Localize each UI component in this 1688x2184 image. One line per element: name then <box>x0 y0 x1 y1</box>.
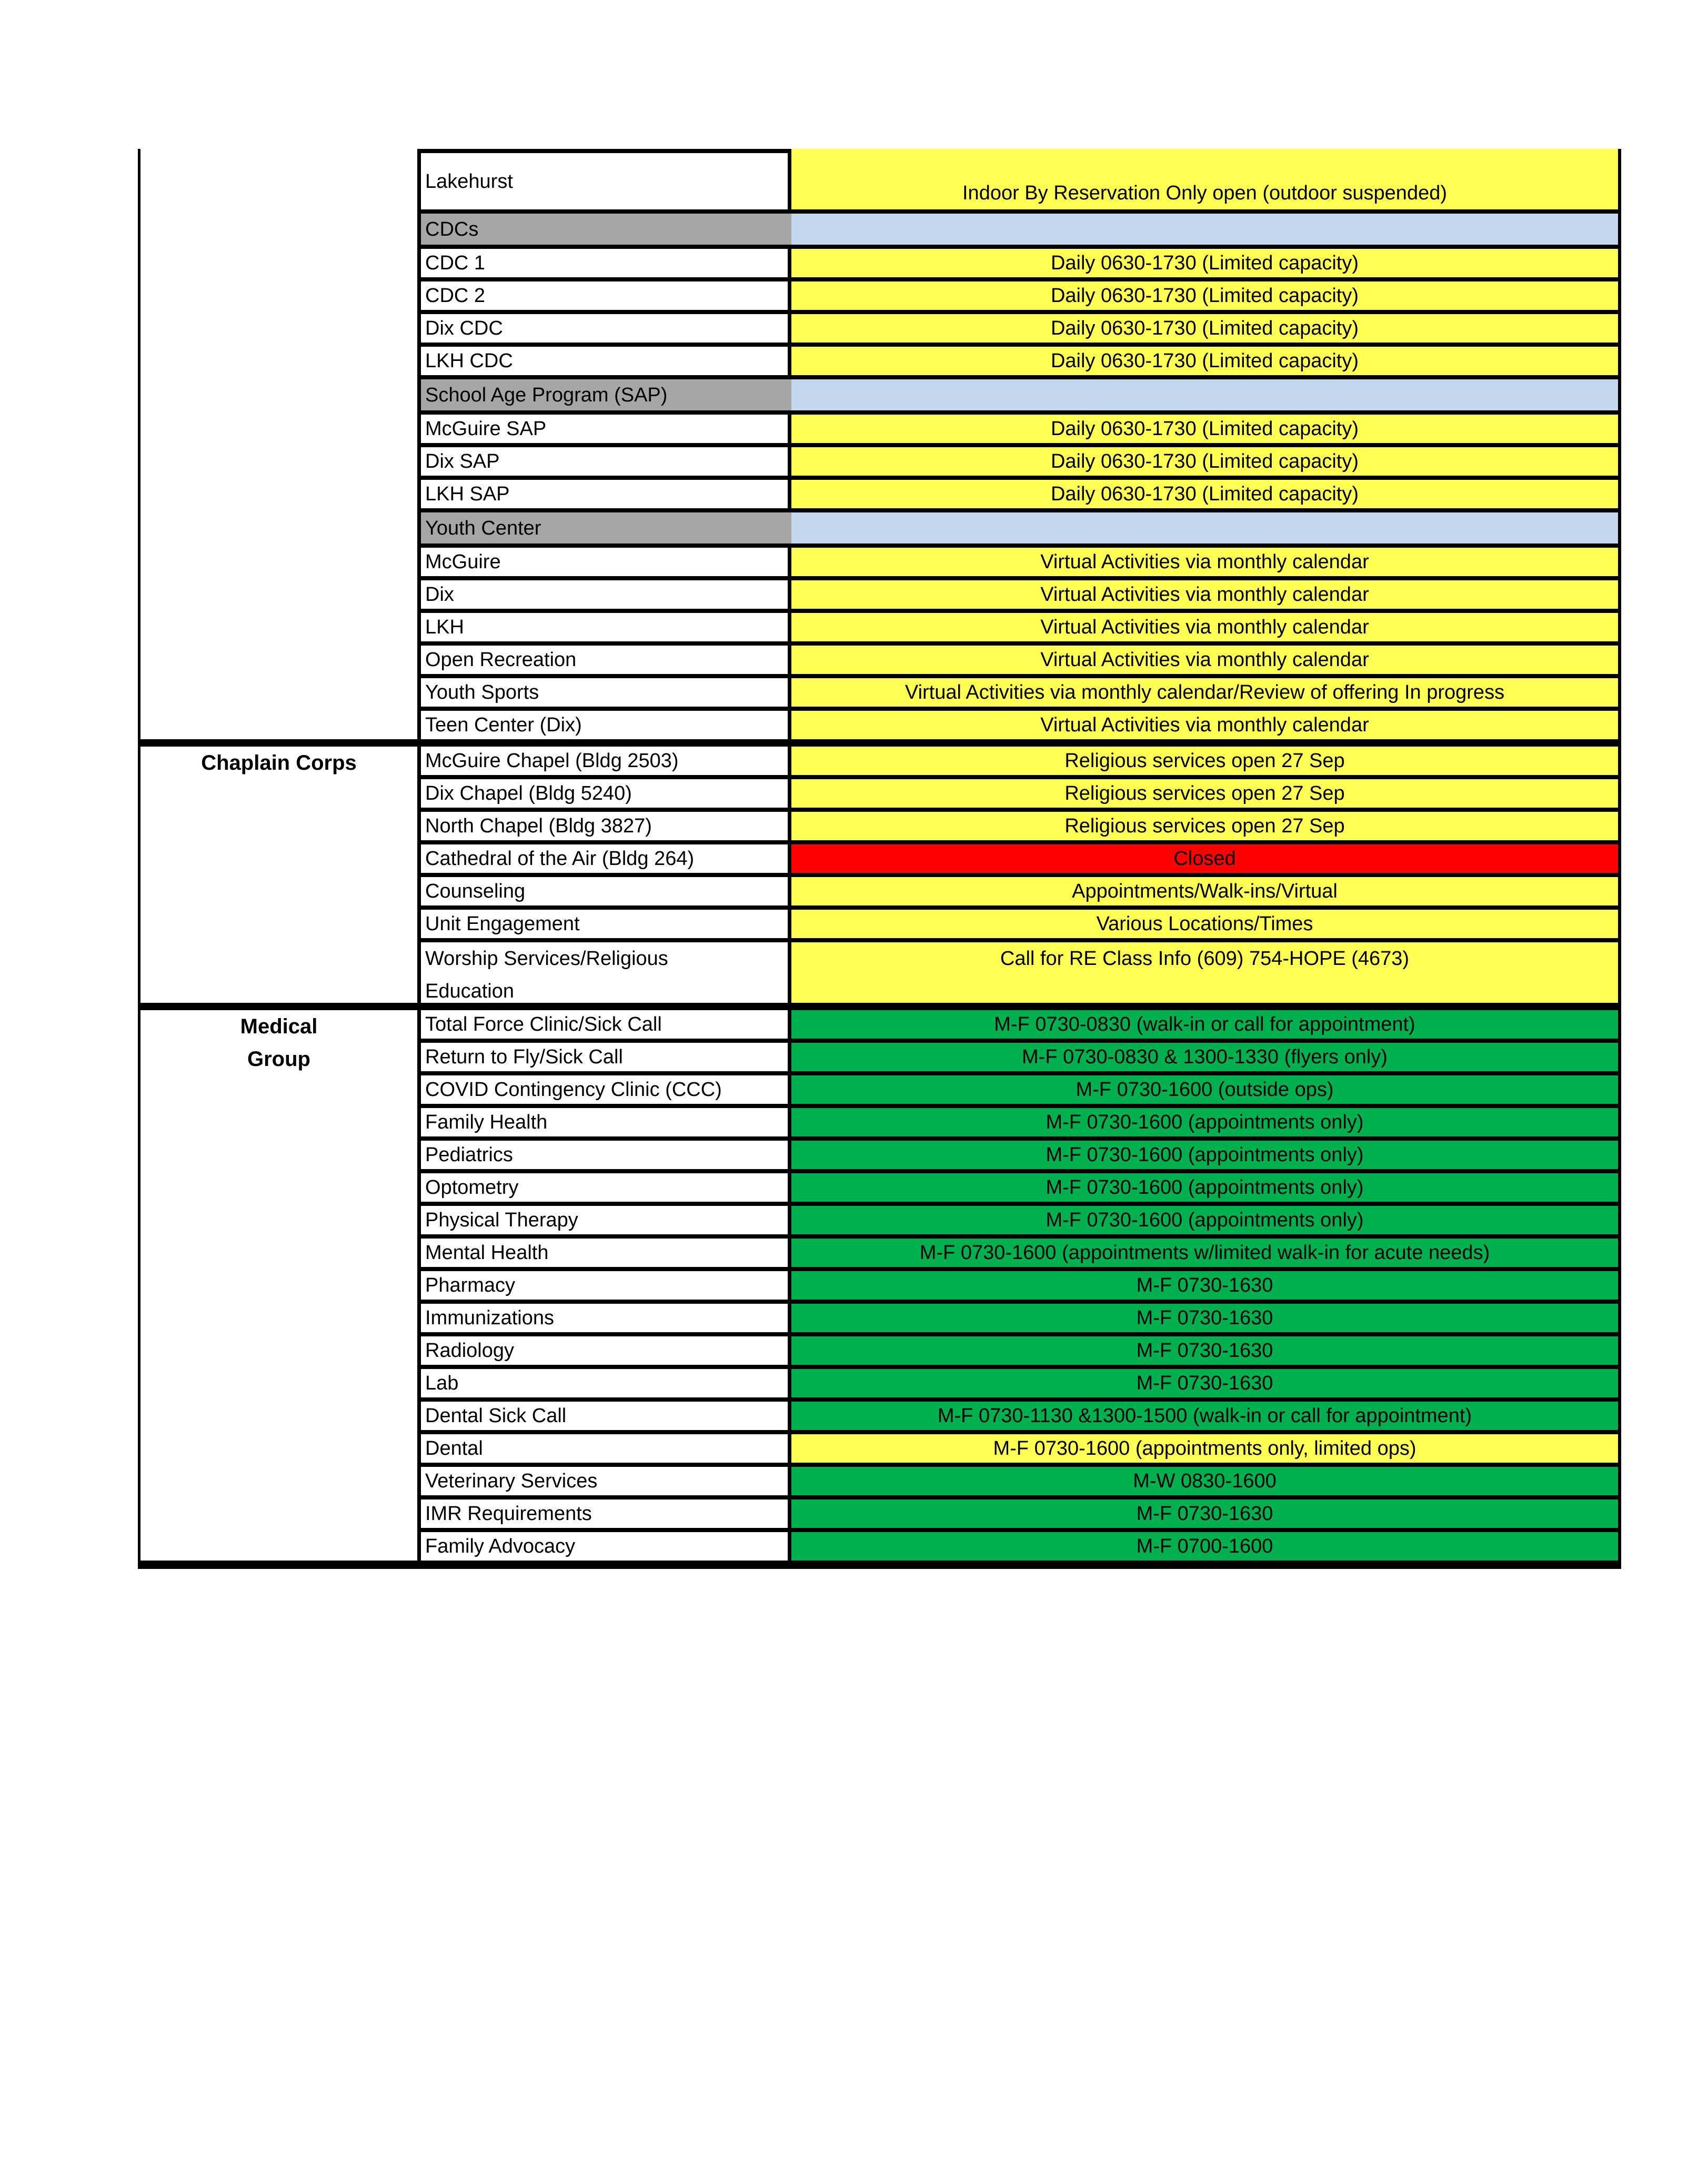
facility-cell: Veterinary Services <box>421 1467 791 1495</box>
status-cell: M-F 0730-1600 (appointments only) <box>791 1141 1621 1169</box>
status-cell: Daily 0630-1730 (Limited capacity) <box>791 447 1621 476</box>
table-row <box>421 844 1621 877</box>
table-row <box>421 214 1621 249</box>
facility-label: Education <box>425 980 515 1002</box>
status-cell: M-W 0830-1600 <box>791 1467 1621 1495</box>
table-row <box>421 779 1621 812</box>
facility-cell: Pharmacy <box>421 1271 791 1300</box>
table-row <box>421 1141 1621 1173</box>
status-cell: Virtual Activities via monthly calendar <box>791 646 1621 674</box>
table-row <box>421 149 1621 214</box>
table-row <box>421 1043 1621 1075</box>
facility-cell: LKH CDC <box>421 347 791 375</box>
facility-cell: Cathedral of the Air (Bldg 264) <box>421 844 791 873</box>
facility-status-table <box>138 149 1621 1569</box>
table-row <box>421 347 1621 379</box>
status-cell: Daily 0630-1730 (Limited capacity) <box>791 415 1621 443</box>
table-row <box>421 379 1621 415</box>
facility-label: Worship Services/Religious <box>425 948 668 970</box>
table-row <box>421 447 1621 480</box>
status-cell <box>791 214 1621 245</box>
category-cell <box>138 1010 421 1561</box>
status-cell: Daily 0630-1730 (Limited capacity) <box>791 480 1621 508</box>
category-label: Chaplain Corps <box>201 751 357 774</box>
status-cell: Virtual Activities via monthly calendar/Review of offering In progress <box>791 678 1621 707</box>
status-cell: M-F 0730-1130 &1300-1500 (walk-in or call for appointment) <box>791 1402 1621 1430</box>
table-section <box>138 149 1621 747</box>
table-row <box>421 1434 1621 1467</box>
status-cell: Religious services open 27 Sep <box>791 812 1621 840</box>
status-cell: M-F 0730-1600 (appointments only, limited ops) <box>791 1434 1621 1463</box>
facility-cell: School Age Program (SAP) <box>421 379 791 410</box>
facility-cell: Dental <box>421 1434 791 1463</box>
table-row <box>421 812 1621 844</box>
status-cell: M-F 0730-1630 <box>791 1304 1621 1332</box>
facility-cell: McGuire SAP <box>421 415 791 443</box>
table-row <box>421 1239 1621 1271</box>
table-row <box>421 910 1621 942</box>
table-row <box>421 613 1621 646</box>
status-cell: Closed <box>791 844 1621 873</box>
table-row <box>421 1304 1621 1336</box>
status-cell: M-F 0730-1600 (appointments only) <box>791 1108 1621 1136</box>
category-label: Group <box>247 1048 310 1071</box>
status-cell: Daily 0630-1730 (Limited capacity) <box>791 347 1621 375</box>
facility-cell: CDC 1 <box>421 249 791 277</box>
facility-cell: Immunizations <box>421 1304 791 1332</box>
table-row <box>421 1206 1621 1239</box>
facility-cell: Lab <box>421 1369 791 1397</box>
status-cell: Daily 0630-1730 (Limited capacity) <box>791 249 1621 277</box>
facility-cell: Dental Sick Call <box>421 1402 791 1430</box>
status-cell <box>791 512 1621 544</box>
facility-cell: Optometry <box>421 1173 791 1202</box>
table-row <box>421 512 1621 548</box>
facility-cell: Pediatrics <box>421 1141 791 1169</box>
facility-cell: Family Health <box>421 1108 791 1136</box>
status-cell: M-F 0730-1630 <box>791 1369 1621 1397</box>
category-cell <box>138 747 421 1003</box>
status-cell: Virtual Activities via monthly calendar <box>791 711 1621 739</box>
facility-cell: LKH <box>421 613 791 641</box>
status-cell: Religious services open 27 Sep <box>791 779 1621 808</box>
table-row <box>421 1369 1621 1402</box>
facility-cell: IMR Requirements <box>421 1499 791 1528</box>
status-cell: M-F 0730-1600 (outside ops) <box>791 1075 1621 1104</box>
facility-cell: Youth Center <box>421 512 791 544</box>
category-label: Medical <box>240 1015 318 1038</box>
status-cell: M-F 0730-1630 <box>791 1336 1621 1365</box>
facility-cell: Return to Fly/Sick Call <box>421 1043 791 1071</box>
status-cell: M-F 0700-1600 <box>791 1532 1621 1561</box>
table-row <box>421 1010 1621 1043</box>
status-cell: Daily 0630-1730 (Limited capacity) <box>791 281 1621 310</box>
table-row <box>421 678 1621 711</box>
table-row <box>421 480 1621 512</box>
status-cell: Daily 0630-1730 (Limited capacity) <box>791 314 1621 343</box>
facility-cell <box>421 942 791 1003</box>
facility-cell: Dix SAP <box>421 447 791 476</box>
status-cell: Virtual Activities via monthly calendar <box>791 580 1621 609</box>
table-row <box>421 548 1621 580</box>
facility-cell: Mental Health <box>421 1239 791 1267</box>
facility-cell: Dix CDC <box>421 314 791 343</box>
status-cell: M-F 0730-1600 (appointments w/limited walk-in for acute needs) <box>791 1239 1621 1267</box>
table-section <box>138 747 1621 1010</box>
table-row <box>421 1075 1621 1108</box>
facility-cell: LKH SAP <box>421 480 791 508</box>
facility-cell: CDCs <box>421 214 791 245</box>
status-cell: M-F 0730-0830 (walk-in or call for appointment) <box>791 1010 1621 1039</box>
facility-cell: North Chapel (Bldg 3827) <box>421 812 791 840</box>
facility-cell: Dix Chapel (Bldg 5240) <box>421 779 791 808</box>
table-row <box>421 646 1621 678</box>
status-cell: M-F 0730-1600 (appointments only) <box>791 1173 1621 1202</box>
facility-cell: McGuire <box>421 548 791 576</box>
facility-cell: Unit Engagement <box>421 910 791 938</box>
facility-cell: Physical Therapy <box>421 1206 791 1234</box>
section-rows <box>421 747 1621 1003</box>
facility-cell: Counseling <box>421 877 791 905</box>
status-cell: Religious services open 27 Sep <box>791 747 1621 775</box>
status-cell: M-F 0730-0830 & 1300-1330 (flyers only) <box>791 1043 1621 1071</box>
table-row <box>421 747 1621 779</box>
table-row <box>421 1271 1621 1304</box>
table-row <box>421 1108 1621 1141</box>
status-cell: Virtual Activities via monthly calendar <box>791 548 1621 576</box>
table-row <box>421 1499 1621 1532</box>
table-row <box>421 711 1621 739</box>
status-cell: Call for RE Class Info (609) 754-HOPE (4673) <box>791 942 1621 1003</box>
status-cell: Appointments/Walk-ins/Virtual <box>791 877 1621 905</box>
facility-cell: Youth Sports <box>421 678 791 707</box>
status-cell: Virtual Activities via monthly calendar <box>791 613 1621 641</box>
facility-cell: Teen Center (Dix) <box>421 711 791 739</box>
table-row <box>421 942 1621 1003</box>
status-cell: M-F 0730-1600 (appointments only) <box>791 1206 1621 1234</box>
table-row <box>421 314 1621 347</box>
facility-cell: Dix <box>421 580 791 609</box>
status-cell: M-F 0730-1630 <box>791 1271 1621 1300</box>
category-cell <box>138 149 421 739</box>
status-cell: M-F 0730-1630 <box>791 1499 1621 1528</box>
facility-cell: CDC 2 <box>421 281 791 310</box>
table-section <box>138 1010 1621 1569</box>
status-cell: Indoor By Reservation Only open (outdoor suspended) <box>791 149 1621 209</box>
facility-cell: Total Force Clinic/Sick Call <box>421 1010 791 1039</box>
table-row <box>421 1336 1621 1369</box>
facility-cell: Radiology <box>421 1336 791 1365</box>
table-row <box>421 249 1621 281</box>
table-row <box>421 580 1621 613</box>
section-rows <box>421 149 1621 739</box>
facility-cell: Lakehurst <box>421 149 791 209</box>
facility-cell: Family Advocacy <box>421 1532 791 1561</box>
table-row <box>421 1402 1621 1434</box>
table-row <box>421 281 1621 314</box>
facility-cell: Open Recreation <box>421 646 791 674</box>
table-row <box>421 877 1621 910</box>
facility-cell: McGuire Chapel (Bldg 2503) <box>421 747 791 775</box>
table-row <box>421 1173 1621 1206</box>
table-row <box>421 1467 1621 1499</box>
facility-cell: COVID Contingency Clinic (CCC) <box>421 1075 791 1104</box>
table-row <box>421 415 1621 447</box>
table-row <box>421 1532 1621 1561</box>
status-cell: Various Locations/Times <box>791 910 1621 938</box>
status-cell <box>791 379 1621 410</box>
section-rows <box>421 1010 1621 1561</box>
